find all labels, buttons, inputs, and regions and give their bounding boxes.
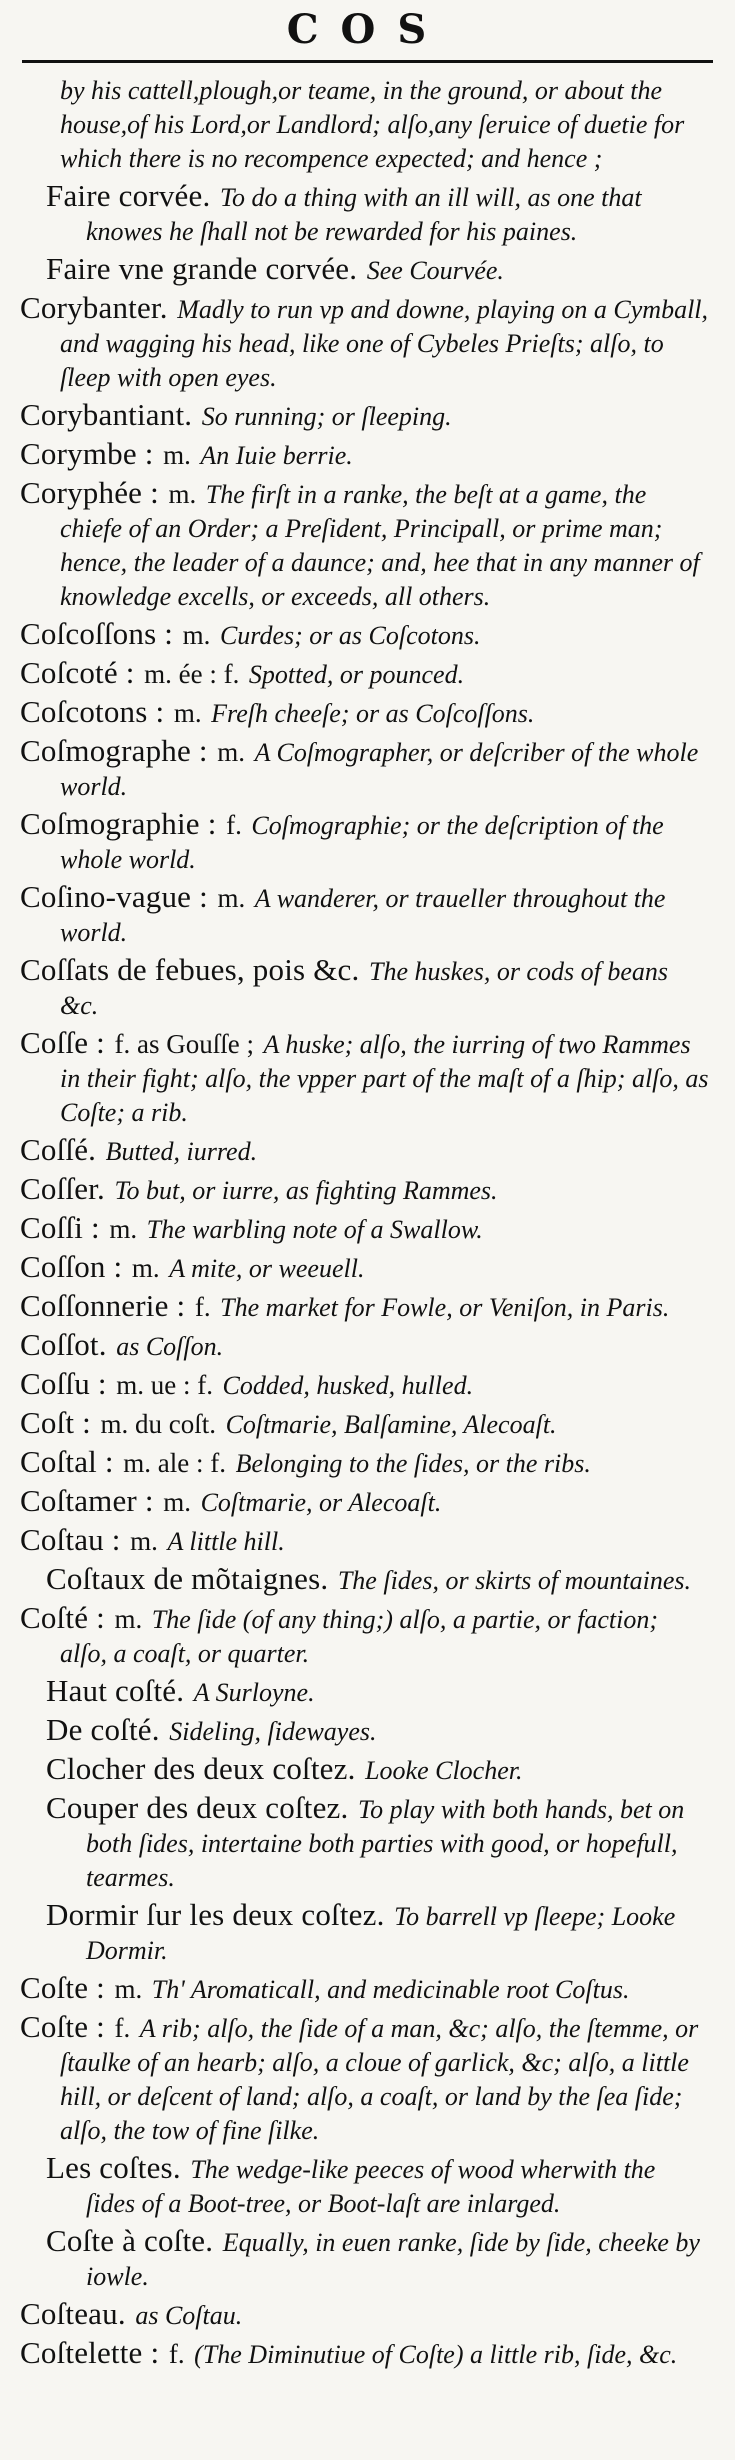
headword: Coſtau : <box>20 1522 121 1557</box>
headword: Dormir ſur les deux coſtez. <box>46 1897 385 1932</box>
dictionary-entry <box>20 1406 709 1441</box>
definition: Coſtmarie, or Alecoaſt. <box>200 1488 442 1517</box>
sub-entry <box>20 1898 709 1967</box>
definition: A little hill. <box>167 1527 285 1556</box>
headword: Coſſe : <box>20 1025 105 1060</box>
header-rule <box>22 60 713 63</box>
definition: Coſtmarie, Balſamine, Alecoaſt. <box>225 1410 557 1439</box>
headword: Coſſats de febues, pois &c. <box>20 952 360 987</box>
dictionary-entry <box>20 617 709 652</box>
headword: Coſt : <box>20 1405 91 1440</box>
grammar-label: m. <box>114 1974 143 2004</box>
sub-entry <box>20 1674 709 1709</box>
headword: Les coſtes. <box>46 2150 181 2185</box>
dictionary-entry <box>20 1328 709 1363</box>
sub-entry <box>20 1562 709 1597</box>
definition: Looke Clocher. <box>365 1756 523 1785</box>
dictionary-entry <box>20 291 709 394</box>
sub-entry <box>20 2224 709 2293</box>
definition: Curdes; or as Coſcotons. <box>219 621 481 650</box>
definition: as Coſſon. <box>116 1332 224 1361</box>
definition: To do a thing with an ill will, as one that knowes he ſhall not be rewarded for his paines. <box>86 183 642 246</box>
grammar-label: m. <box>217 737 246 767</box>
headword: Coſtaux de mõtaignes. <box>46 1561 329 1596</box>
definition: The firſt in a ranke, the beſt at a game, the chiefe of an Order; a Preſident, Principall, or prime man; hence, the leader of a daunce; and, hee that in any manner of knowledge excells, or exceeds, all others. <box>60 480 700 611</box>
definition: So running; or ſleeping. <box>201 402 452 431</box>
dictionary-entry <box>20 2010 709 2147</box>
headword: Couper des deux coſtez. <box>46 1790 349 1825</box>
sub-entry <box>20 1752 709 1787</box>
dictionary-entry <box>20 2336 709 2371</box>
grammar-label: m. ue : f. <box>116 1370 213 1400</box>
definition: Spotted, or pounced. <box>248 660 465 689</box>
headword: Clocher des deux coſtez. <box>46 1751 356 1786</box>
grammar-label: m. <box>163 440 191 470</box>
grammar-label: m. <box>130 1526 158 1556</box>
headword: Coſſot. <box>20 1327 107 1362</box>
grammar-label: m. <box>131 1253 160 1283</box>
definition: The ſides, or skirts of mountaines. <box>337 1566 692 1595</box>
headword: Coſmographie : <box>20 806 217 841</box>
grammar-label: m. <box>217 883 246 913</box>
headword: Coſtamer : <box>20 1483 154 1518</box>
definition: A Surloyne. <box>193 1678 315 1707</box>
headword: Coſſi : <box>20 1210 100 1245</box>
dictionary-entry <box>20 656 709 691</box>
dictionary-entry <box>20 1971 709 2006</box>
dictionary-entry <box>20 734 709 803</box>
definition: Belonging to the ſides, or the ribs. <box>235 1449 591 1478</box>
headword: Coſmographe : <box>20 733 208 768</box>
headword: Coſſé. <box>20 1132 97 1167</box>
definition: The market for Fowle, or Veniſon, in Paris. <box>220 1293 670 1322</box>
headword: Coſte à coſte. <box>46 2223 214 2258</box>
headword: Coſſonnerie : <box>20 1288 186 1323</box>
sub-entry <box>20 1791 709 1894</box>
headword: Coſte : <box>20 1970 105 2005</box>
definition: A huske; alſo, the iurring of two Rammes in their fight; alſo, the vpper part of the maſt of a ſhip; alſo, as Coſte; a rib. <box>60 1030 709 1127</box>
headword: Coſtelette : <box>20 2335 160 2370</box>
definition: To but, or iurre, as fighting Rammes. <box>114 1176 498 1205</box>
headword: Corybantiant. <box>20 397 193 432</box>
definition: Th' Aromaticall, and medicinable root Coſtus. <box>151 1975 630 2004</box>
dictionary-entry <box>20 1484 709 1519</box>
grammar-label: m. du coſt. <box>100 1409 217 1439</box>
headword: Coſcoté : <box>20 655 135 690</box>
dictionary-entry <box>20 695 709 730</box>
dictionary-entry <box>20 1367 709 1402</box>
dictionary-entry <box>20 1601 709 1670</box>
definition: (The Diminutiue of Coſte) a little rib, ſide, &c. <box>194 2340 678 2369</box>
headword: Coſcotons : <box>20 694 165 729</box>
headword: Coſino-vague : <box>20 879 208 914</box>
definition: To play with both hands, bet on both ſides, intertaine both parties with good, or hopefull, tearmes. <box>86 1795 685 1892</box>
definition: Freſh cheeſe; or as Coſcoſſons. <box>211 699 535 728</box>
grammar-label: m. <box>168 479 197 509</box>
dictionary-entry <box>20 398 709 433</box>
definition: A wanderer, or traueller throughout the world. <box>60 884 666 947</box>
headword: De coſté. <box>46 1712 160 1747</box>
grammar-label: m. <box>173 698 202 728</box>
sub-entry <box>20 1713 709 1748</box>
definition: Equally, in euen ranke, ſide by ſide, cheeke by iowle. <box>86 2228 700 2291</box>
grammar-label: m. ale : f. <box>123 1448 227 1478</box>
definition: by his cattell,plough,or teame, in the ground, or about the house,of his Lord,or Landlord; alſo,any ſeruice of duetie for which there is no recompence expected; and hence ; <box>60 76 685 173</box>
grammar-label: f. <box>226 810 242 840</box>
headword: Coſſer. <box>20 1171 105 1206</box>
grammar-label: m. <box>163 1487 192 1517</box>
dictionary-entry <box>20 476 709 613</box>
definition: The ſide (of any thing;) alſo, a partie, or faction; alſo, a coaſt, or quarter. <box>60 1605 659 1668</box>
headword: Coſſu : <box>20 1366 107 1401</box>
grammar-label: m. ée : f. <box>144 659 240 689</box>
definition: The wedge-like peeces of wood wherwith the ſides of a Boot-tree, or Boot-laſt are inlarged. <box>86 2155 656 2218</box>
dictionary-entry <box>20 1026 709 1129</box>
grammar-label: m. <box>109 1214 138 1244</box>
definition: A rib; alſo, the ſide of a man, &c; alſo, the ſtemme, or ſtaulke of an hearb; alſo, a cloue of garlick, &c; alſo, a little hill, or deſcent of land; alſo, a coaſt, or land by the ſea ſide; alſo, the tow of fine ſilke. <box>60 2014 699 2145</box>
headword: Coſté : <box>20 1600 105 1635</box>
headword: Coſte : <box>20 2009 105 2044</box>
dictionary-entry <box>20 1211 709 1246</box>
headword: Coryphée : <box>20 475 159 510</box>
headword: Corybanter. <box>20 290 168 325</box>
grammar-label: f. <box>168 2339 185 2369</box>
sub-entry <box>20 252 709 287</box>
dictionary-entry <box>20 1172 709 1207</box>
definition: The warbling note of a Swallow. <box>146 1215 483 1244</box>
dictionary-entry <box>20 437 709 472</box>
page-header: COS <box>286 6 449 53</box>
grammar-label: m. <box>114 1604 143 1634</box>
grammar-label: f. as Gouſſe ; <box>114 1029 254 1059</box>
headword: Coſcoſſons : <box>20 616 174 651</box>
dictionary-entry <box>20 1445 709 1480</box>
definition: Codded, husked, hulled. <box>222 1371 474 1400</box>
headword: Corymbe : <box>20 436 154 471</box>
definition: Coſmographie; or the deſcription of the whole world. <box>60 811 664 874</box>
dictionary-entry <box>20 1133 709 1168</box>
headword: Coſteau. <box>20 2296 126 2331</box>
definition: See Courvée. <box>366 256 504 285</box>
headword: Faire vne grande corvée. <box>46 251 358 286</box>
dictionary-entry <box>20 880 709 949</box>
definition: A Coſmographer, or deſcriber of the whole world. <box>60 738 699 801</box>
definition: An Iuie berrie. <box>200 441 353 470</box>
definition: A mite, or weeuell. <box>169 1254 365 1283</box>
dictionary-entry <box>20 73 709 175</box>
entry-list <box>0 73 735 2371</box>
definition: Sideling, ſidewayes. <box>169 1717 377 1746</box>
sub-entry <box>20 179 709 248</box>
headword: Haut coſté. <box>46 1673 185 1708</box>
definition: To barrell vp ſleepe; Looke Dormir. <box>86 1902 676 1965</box>
headword: Coſſon : <box>20 1249 123 1284</box>
headword: Coſtal : <box>20 1444 114 1479</box>
grammar-label: f. <box>194 1292 211 1322</box>
dictionary-entry <box>20 1289 709 1324</box>
sub-entry <box>20 2151 709 2220</box>
definition: as Coſtau. <box>135 2301 243 2330</box>
dictionary-entry <box>20 1250 709 1285</box>
definition: The huskes, or cods of beans &c. <box>60 957 668 1020</box>
grammar-label: m. <box>182 620 211 650</box>
dictionary-entry <box>20 953 709 1022</box>
dictionary-entry <box>20 2297 709 2332</box>
dictionary-entry <box>20 1523 709 1558</box>
grammar-label: f. <box>114 2013 131 2043</box>
dictionary-entry <box>20 807 709 876</box>
headword: Faire corvée. <box>46 178 211 213</box>
definition: Butted, iurred. <box>105 1137 258 1166</box>
definition: Madly to run vp and downe, playing on a Cymball, and wagging his head, like one of Cybeles Prieſts; alſo, to ſleep with open eyes. <box>60 295 709 392</box>
